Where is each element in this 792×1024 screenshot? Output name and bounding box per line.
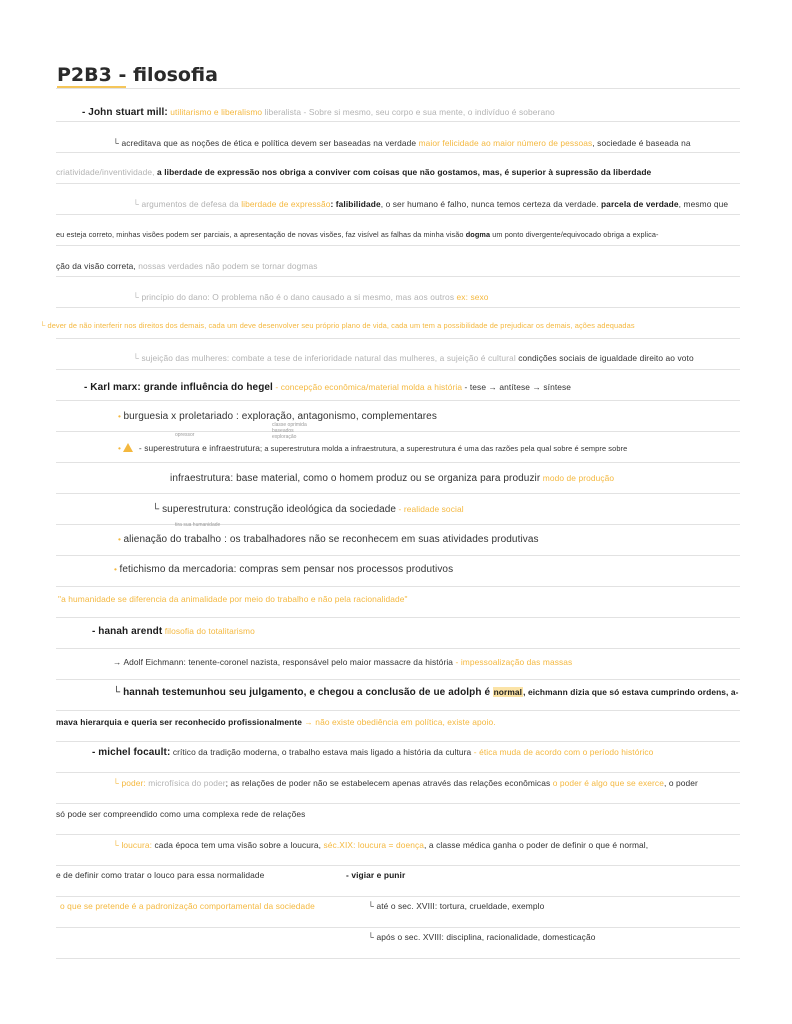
- note-line: [60, 900, 315, 912]
- note-text: , mesmo que: [678, 199, 729, 209]
- bold-text: a liberdade de expressão nos obriga a conviver com coisas que não gostamos, mas, é superior à supressão da liberdade: [157, 167, 652, 177]
- faded-text: └ princípio do dano:: [133, 292, 210, 302]
- note-text: ção da visão correta,: [56, 261, 136, 271]
- heading-mill: - John stuart mill:: [82, 107, 168, 118]
- note-text: ; a superestrutura molda a infraestrutura, a superestrutura é uma das razões pela qual sobre é sempre sobre: [260, 444, 628, 453]
- ruled-line: [56, 927, 740, 928]
- note-line: [113, 137, 691, 149]
- highlight-text: liberdade de expressão: [241, 199, 331, 209]
- highlight-text: - ética muda de acordo com o período histórico: [473, 747, 654, 757]
- highlight-text: séc.XIX: loucura = doença: [323, 840, 425, 850]
- note-text: superestrutura e infraestrutura: [144, 443, 261, 453]
- note-line: [56, 808, 305, 820]
- note-line: [133, 291, 489, 303]
- annotation-text: classe oprimida: [272, 422, 307, 428]
- faded-text: O problema não é o dano causado a si mesmo, mas aos outros: [212, 292, 455, 302]
- note-text: condições sociais de igualdade: [518, 353, 638, 363]
- heading-marx: - Karl marx: grande influência do hegel: [84, 382, 273, 393]
- note-text: └ superestrutura: construção ideológica da sociedade: [152, 504, 397, 515]
- note-text: , o poder: [663, 778, 698, 788]
- note-text: └ até o sec. XVIII: tortura, crueldade, exemplo: [368, 901, 545, 911]
- bold-text: , eichmann dizia que só estava cumprindo ordens, a-: [523, 687, 739, 697]
- highlight-text: maior felicidade ao maior número de pessoas: [418, 138, 593, 148]
- bold-text: dogma: [465, 230, 491, 239]
- ruled-line: [56, 338, 740, 339]
- heading-arendt: - hanah arendt: [92, 626, 163, 637]
- ruled-line: [56, 493, 740, 494]
- ruled-line: [56, 617, 740, 618]
- ruled-line: [56, 896, 740, 897]
- note-line: [56, 229, 659, 241]
- note-text: e de definir como tratar o louco para essa normalidade: [56, 870, 265, 880]
- note-text: , sociedade é baseada na: [592, 138, 691, 148]
- note-line: [40, 320, 635, 332]
- note-line: [56, 260, 318, 272]
- dash-separator: -: [138, 443, 142, 453]
- bullet-icon: •: [118, 443, 122, 453]
- ruled-line: [56, 214, 740, 215]
- note-line-marx: [84, 381, 571, 394]
- highlight-text: modo de produção: [542, 473, 615, 483]
- note-text: ; as relações de poder não se estabelecem apenas através das relações econômicas: [225, 778, 551, 788]
- ruled-line: [56, 741, 740, 742]
- note-text: └ após o sec. XVIII: disciplina, racionalidade, domesticação: [368, 932, 596, 942]
- ruled-line: [56, 152, 740, 153]
- note-line: [133, 198, 728, 210]
- note-line: [118, 442, 627, 455]
- ruled-line: [56, 88, 740, 89]
- note-line: [114, 563, 453, 576]
- faded-text: liberalista - Sobre si mesmo, seu corpo e sua mente, o indivíduo é soberano: [264, 107, 555, 117]
- note-text: └ acreditava que as noções de ética e política devem ser baseadas na verdade: [113, 138, 417, 148]
- ruled-line: [56, 307, 740, 308]
- note-line-mill: [82, 106, 555, 119]
- ruled-line: [56, 400, 740, 401]
- note-line: [113, 839, 648, 851]
- ruled-line: [56, 958, 740, 959]
- heading-foucault: - michel focault:: [92, 747, 171, 758]
- ruled-line: [56, 710, 740, 711]
- note-text: só pode ser compreendido como uma complexa rede de relações: [56, 809, 306, 819]
- note-text: burguesia x proletariado : exploração, antagonismo, complementares: [123, 411, 437, 422]
- note-line: [58, 593, 408, 605]
- annotation-text: baseados: [272, 428, 294, 434]
- ruled-line: [56, 183, 740, 184]
- note-line: [56, 166, 651, 178]
- highlight-text: utilitarismo e liberalismo: [170, 107, 263, 117]
- note-text: , a classe médica ganha o poder de definir o que é normal,: [424, 840, 649, 850]
- note-text: infraestrutura: base material, como o homem produz ou se organiza para produzir: [170, 473, 541, 484]
- note-line: [118, 533, 539, 546]
- ruled-line: [56, 245, 740, 246]
- highlight-text: └ dever de não interferir nos direitos dos demais, cada um deve desenvolver seu próprio plano de vida, cada um tem a possibilidade de prejudicar os demais, ações adequadas: [40, 321, 635, 330]
- annotation-text: tira sua humanidade: [175, 522, 221, 528]
- highlight-text: o poder é algo que se exerce: [552, 778, 664, 788]
- highlighted-word: normal: [493, 687, 523, 697]
- ruled-line: [56, 462, 740, 463]
- highlight-text: ex: sexo: [456, 292, 489, 302]
- highlight-text: filosofia do totalitarismo: [164, 626, 255, 636]
- faded-text: microfísica do poder: [148, 778, 226, 788]
- note-line: [56, 716, 496, 728]
- highlight-text: └ loucura:: [113, 840, 153, 850]
- highlight-text: o que se pretende é a padronização comportamental da sociedade: [60, 901, 315, 911]
- note-text: eu esteja correto, minhas visões podem ser parciais, a apresentação de novas visões, faz visível as falhas da minha visão: [56, 230, 464, 239]
- ruled-line: [56, 772, 740, 773]
- annotation-text: opressor: [175, 432, 195, 438]
- note-text: , o ser humano é falho, nunca temos certeza da verdade.: [380, 199, 599, 209]
- ruled-line: [56, 803, 740, 804]
- quote-text: "a humanidade se diferencia da animalidade por meio do trabalho e não pela racionalidade": [58, 594, 408, 604]
- note-line: [368, 931, 595, 943]
- faded-text: └ sujeição das mulheres: combate a tese de inferioridade natural das mulheres, a sujeição é cultural: [133, 353, 516, 363]
- bold-text: - vigiar e punir: [346, 870, 406, 880]
- faded-text: criatividade/inventividade,: [56, 167, 155, 177]
- note-line: [170, 472, 614, 485]
- ruled-line: [56, 834, 740, 835]
- highlight-text: - concepção econômica/material molda a história: [275, 382, 463, 392]
- note-text: cada época tem uma visão sobre a loucura,: [154, 840, 322, 850]
- page-title-underlined: P2B3 -: [57, 64, 127, 86]
- faded-text: nossas verdades não podem se tornar dogmas: [138, 261, 318, 271]
- note-line-foucault: [92, 746, 653, 759]
- ruled-line: [56, 586, 740, 587]
- ruled-line: [56, 648, 740, 649]
- ruled-line: [56, 524, 740, 525]
- note-line: [368, 900, 544, 912]
- note-line: [113, 656, 572, 668]
- highlight-text: └ poder:: [113, 778, 146, 788]
- note-text: - tese → antítese → síntese: [464, 382, 572, 392]
- note-text: direito ao voto: [639, 353, 694, 363]
- ruled-line: [56, 555, 740, 556]
- bold-text: └ hannah testemunhou seu julgamento, e chegou a conclusão de ue adolph é: [113, 687, 491, 698]
- warning-icon: [123, 443, 133, 452]
- highlight-text: - realidade social: [398, 504, 464, 514]
- note-text: alienação do trabalho : os trabalhadores não se reconhecem em suas atividades produtivas: [123, 534, 539, 545]
- bullet-icon: •: [118, 534, 122, 544]
- note-line: [56, 869, 264, 881]
- bullet-icon: •: [114, 564, 118, 574]
- page-title-rest: filosofia: [126, 64, 218, 86]
- bold-text: : falibilidade: [330, 199, 381, 209]
- page-title: [57, 64, 218, 86]
- ruled-line: [56, 865, 740, 866]
- faded-text: └ argumentos de defesa da: [133, 199, 239, 209]
- note-line-arendt: [92, 625, 255, 638]
- note-text: fetichismo da mercadoria: compras sem pensar nos processos produtivos: [119, 564, 454, 575]
- bold-text: parcela de verdade: [600, 199, 679, 209]
- annotation-text: exploração: [272, 434, 297, 440]
- ruled-line: [56, 121, 740, 122]
- ruled-line: [56, 679, 740, 680]
- highlight-text: - impessoalização das massas: [455, 657, 573, 667]
- ruled-line: [56, 276, 740, 277]
- ruled-line: [56, 369, 740, 370]
- highlight-text: → não existe obediência em política, existe apoio.: [304, 717, 496, 727]
- note-line: [346, 869, 405, 881]
- note-text: crítico da tradição moderna, o trabalho estava mais ligado a história da cultura: [172, 747, 472, 757]
- note-line: [152, 503, 464, 516]
- note-line: [133, 352, 694, 364]
- note-text: → Adolf Eichmann: tenente-coronel nazista, responsável pelo maior massacre da história: [113, 657, 454, 667]
- note-line: [113, 686, 739, 699]
- note-text: um ponto divergente/equivocado obriga a explica-: [492, 230, 659, 239]
- note-line: [113, 777, 698, 789]
- bullet-icon: •: [118, 411, 122, 421]
- bold-text: mava hierarquia e queria ser reconhecido profissionalmente: [56, 717, 302, 727]
